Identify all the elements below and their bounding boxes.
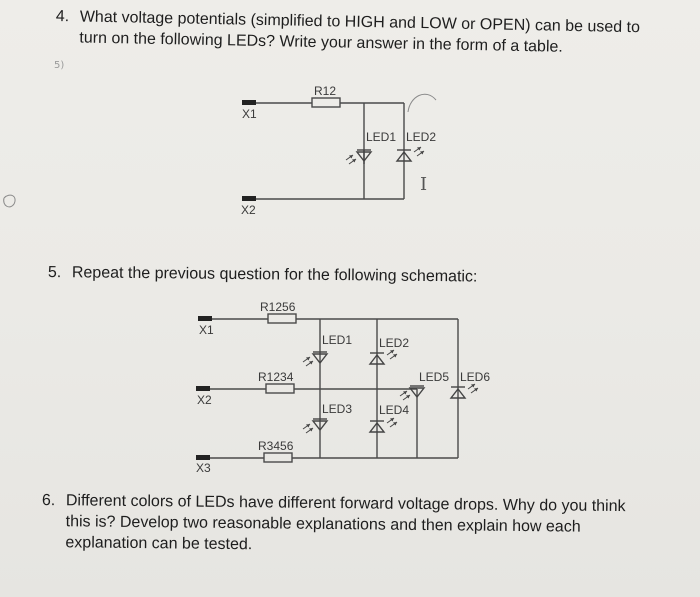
led3-label: LED3 <box>322 402 353 416</box>
led2-symbol <box>370 350 397 364</box>
question-text-line: this is? Develop two reasonable explanations and then explain how each <box>65 513 581 536</box>
led1-symbol <box>303 352 327 366</box>
terminal-x1-label: X1 <box>199 323 214 337</box>
question-number: 5. <box>47 263 62 282</box>
led5-label: LED5 <box>419 370 450 384</box>
schematic-question-4 <box>54 60 436 217</box>
led3-symbol <box>303 419 327 433</box>
question-text-line: Repeat the previous question for the following schematic: <box>71 264 478 286</box>
resistor-r12-label: R12 <box>314 84 337 98</box>
led2-label: LED2 <box>406 130 437 144</box>
margin-mark: 5) <box>54 60 65 71</box>
terminal-x2-label: X2 <box>241 203 256 217</box>
terminal-x2-pad <box>242 196 256 201</box>
led1-label: LED1 <box>366 130 397 144</box>
question-number: 6. <box>41 491 56 510</box>
schematic-question-5 <box>196 300 490 475</box>
terminal-x1-pad <box>198 316 212 321</box>
terminal-x1-pad <box>242 100 256 105</box>
led4-symbol <box>370 418 397 432</box>
resistor-r1234 <box>266 384 294 393</box>
terminal-x2-label: X2 <box>197 393 212 407</box>
question-number: 4. <box>55 7 70 26</box>
resistor-r12 <box>312 98 340 107</box>
led6-symbol <box>451 384 478 398</box>
cursor-glyph: I <box>420 174 428 195</box>
question-text-line: explanation can be tested. <box>65 534 253 554</box>
pencil-curve <box>408 94 436 112</box>
terminal-x3-label: X3 <box>196 461 211 475</box>
led1-symbol <box>346 150 371 164</box>
led2-label: LED2 <box>379 336 410 350</box>
led2-symbol <box>397 147 424 161</box>
led1-label: LED1 <box>322 333 353 347</box>
resistor-r1234-label: R1234 <box>258 370 294 384</box>
resistor-r3456-label: R3456 <box>258 439 294 453</box>
question-text-line: What voltage potentials (simplified to HIGH and LOW or OPEN) can be used to <box>79 8 641 37</box>
led4-label: LED4 <box>379 403 410 417</box>
question-text-line: Different colors of LEDs have different forward voltage drops. Why do you think <box>65 492 626 516</box>
pencil-smudge <box>4 195 15 207</box>
resistor-r1256-label: R1256 <box>260 300 296 314</box>
led5-symbol <box>400 386 424 400</box>
resistor-r1256 <box>268 314 296 323</box>
terminal-x1-label: X1 <box>242 107 257 121</box>
terminal-x3-pad <box>196 455 210 460</box>
resistor-r3456 <box>264 453 292 462</box>
terminal-x2-pad <box>196 386 210 391</box>
led6-label: LED6 <box>460 370 491 384</box>
question-text-line: turn on the following LEDs? Write your answer in the form of a table. <box>79 29 563 56</box>
